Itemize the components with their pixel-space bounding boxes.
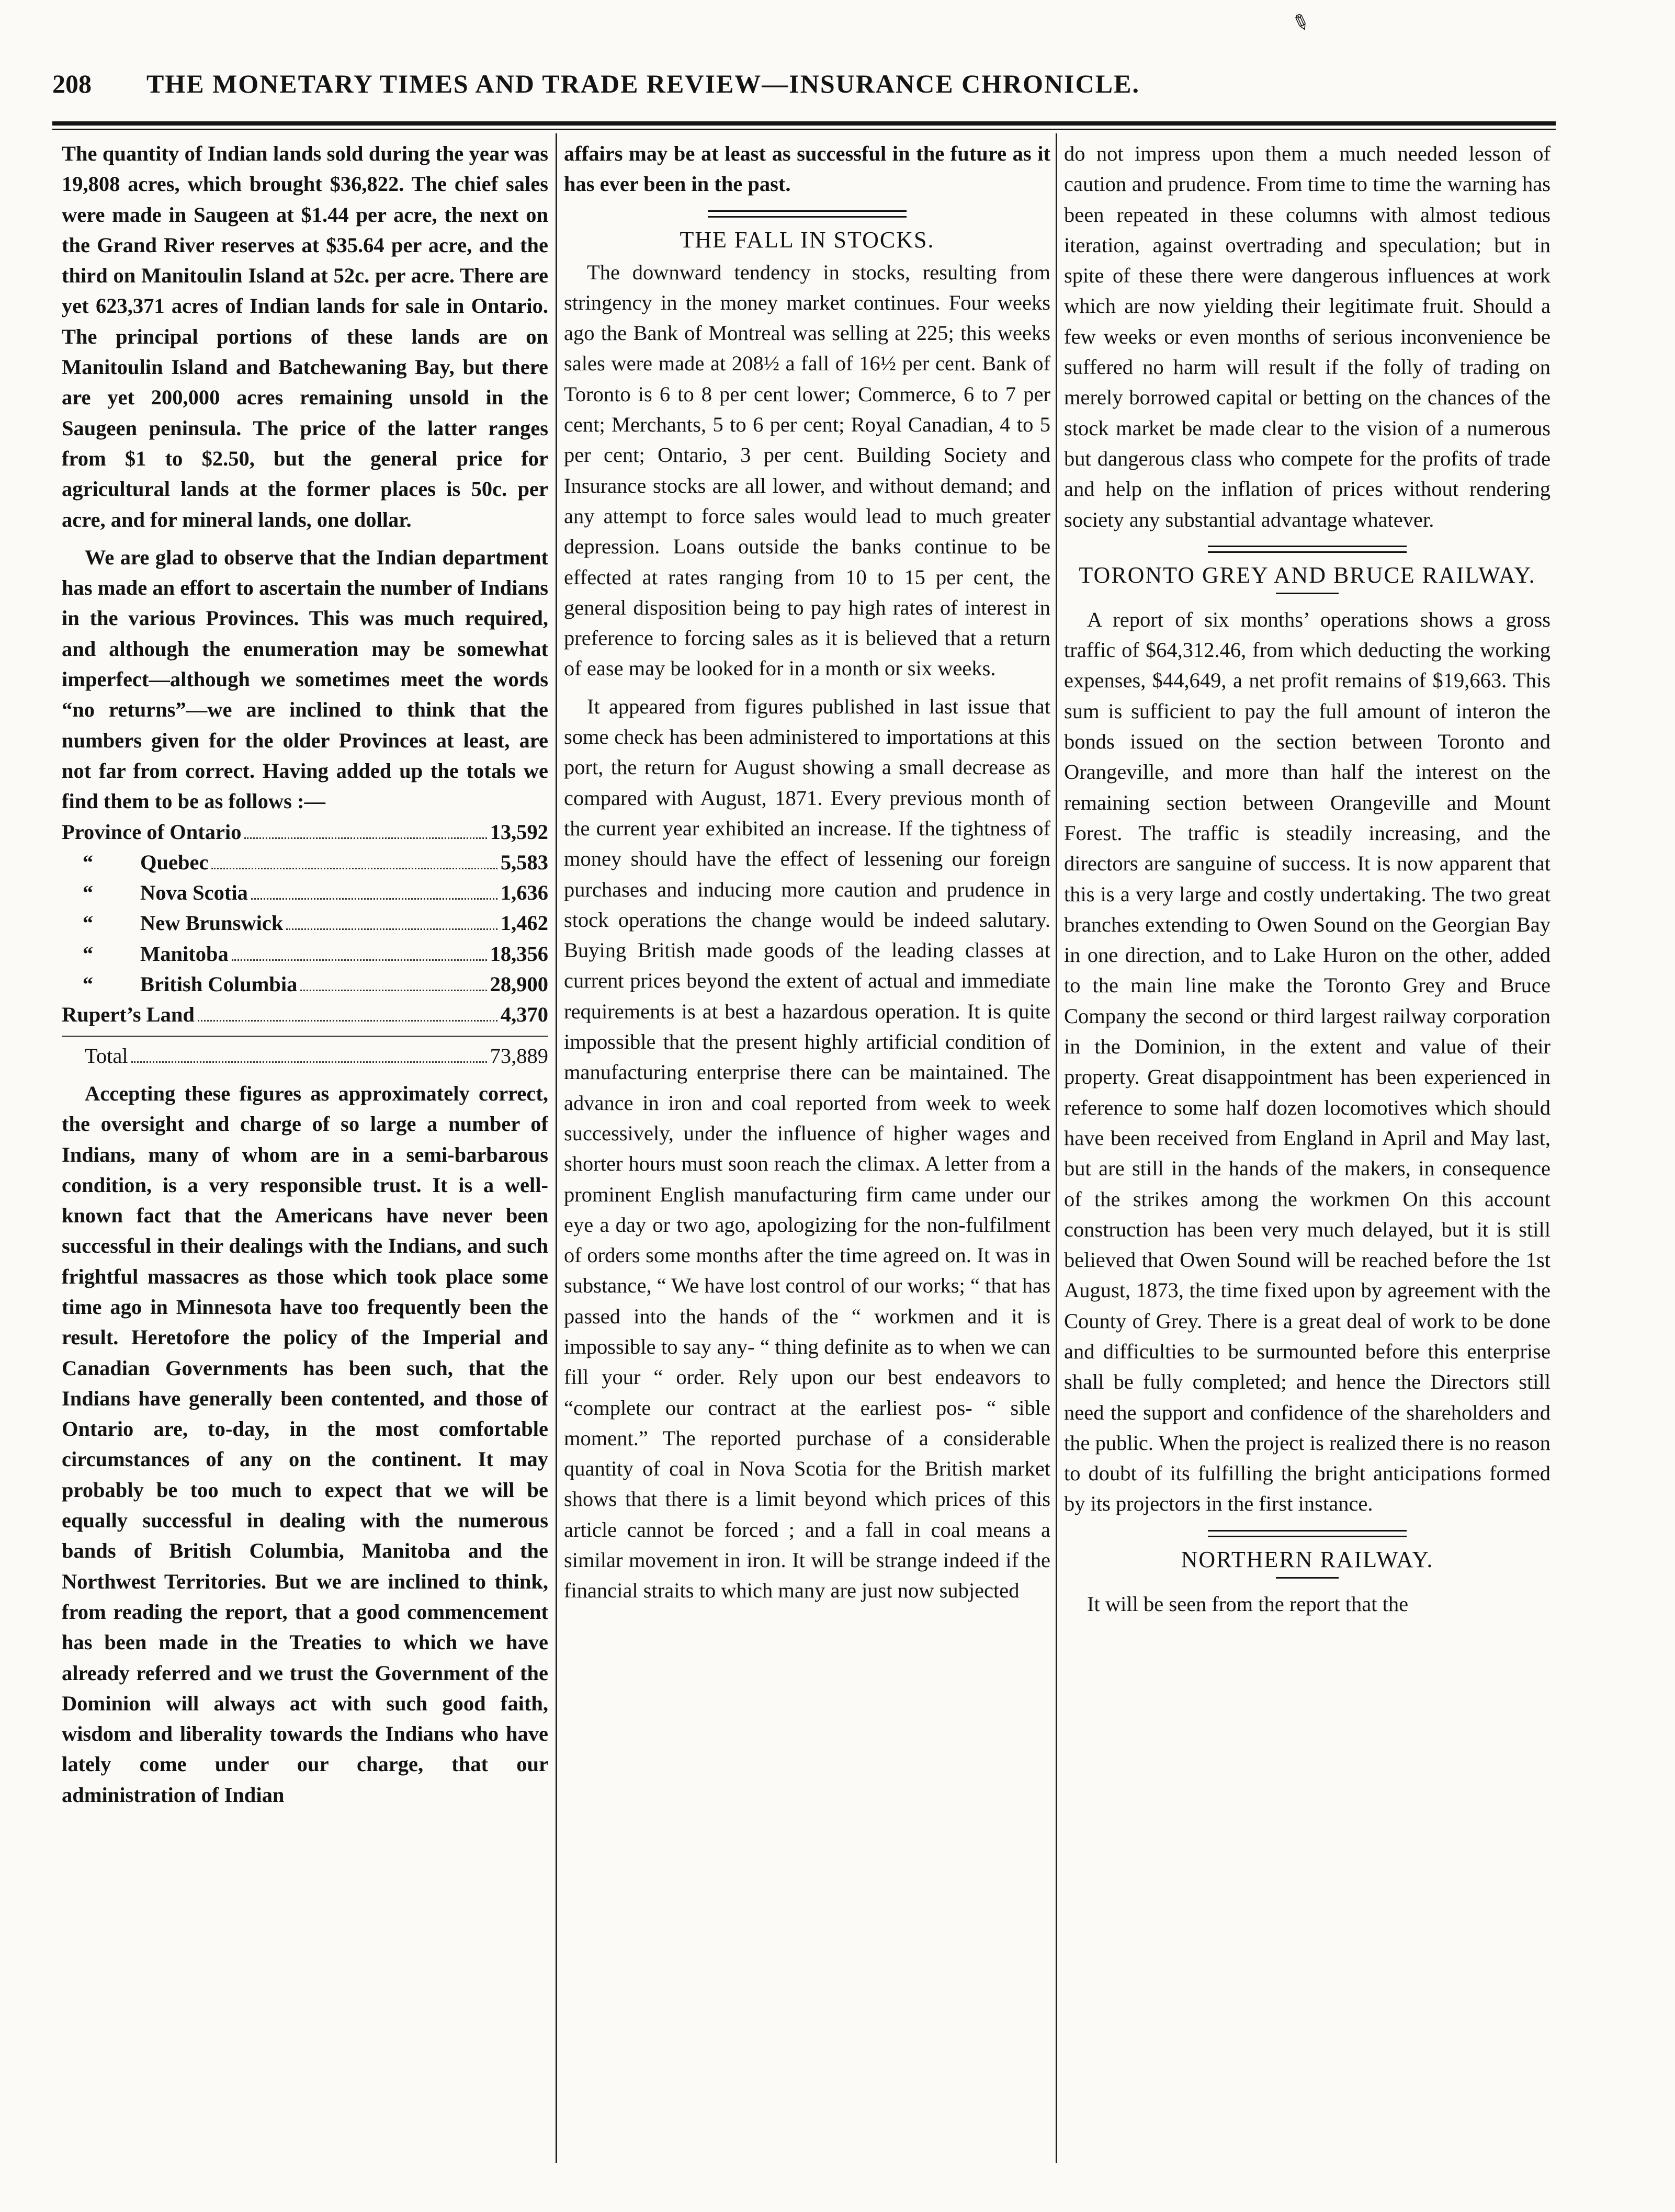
page-header [52,63,1496,105]
table-row: “ Manitoba 18,356 [62,939,548,969]
continued-paragraph: affairs may be at least as successful in the future as it has ever been in the past. [564,142,1050,196]
section-heading-toronto-grey-bruce: TORONTO GREY AND BRUCE RAILWAY. [1079,562,1536,588]
northern-railway-paragraph: It will be seen from the report that the [1087,1592,1409,1616]
table-row: “ New Brunswick 1,462 [62,908,548,938]
enumeration-paragraph: We are glad to observe that the Indian department has made an effort to ascertain the number of Indians in the various Provinces. This was much required, and although the enumeration may be somewhat imperfect—although we sometimes meet the words “no returns”—we are inclined to think that the numbers given for the older Provinces at least, are not far from correct. Having added up the totals we find them to be as follows :— [62,545,548,813]
section-heading-fall-in-stocks: THE FALL IN STOCKS. [680,226,935,253]
section-underline [1276,1577,1339,1579]
table-row: “ Quebec 5,583 [62,847,548,878]
table-row: Rupert’s Land 4,370 [62,1003,548,1027]
ditto-mark: “ [82,911,94,935]
total-rule [62,1036,548,1037]
indian-lands-paragraph: The quantity of Indian lands sold during the year was 19,808 acres, which brought $36,822. The chief sales were made in Saugeen at $1.44 per acre, the next on the Grand River reserves at $35.64 per acre, and the third on Manitoulin Island at 52c. per acre. There are yet 623,371 acres of Indian lands for sale in Ontario. The principal portions of these lands are on Manitoulin Island and Batchewaning Bay, but there are yet 200,000 acres remaining unsold in the Saugeen peninsula. The price of the latter ranges from $1 to $2.50, but the general price for agricultural lands at the former places is 50c. per acre, and for mineral lands, one dollar. [62,142,548,531]
importations-paragraph: It appeared from figures published in last issue that some check has been administered to importations at this port, the return for August showing a small decrease as compared with August, 1871. Every previous month of the current year exhibited an increase. If the tightness of money should have the effect of lessening our foreign purchases and inducing more caution and prudence in stock operations the change would be indeed salutary. Buying British made goods of the leading classes at current prices beyond the extent of actual and immediate requirements is at best a hazardous operation. It is quite impossible that the present highly artificial condition of manufacturing enterprise there can be maintained. The advance in iron and coal reported from week to week successively, under the influence of higher wages and shorter hours must soon reach the climax. A letter from a prominent English manufacturing firm came under our eye a day or two ago, apologizing for the non-fulfilment of orders some months after the time agreed on. It was in substance, “ We have lost control of our works; “ that has passed into the hands of the “ workmen and it is impossible to say any- “ thing definite as to when we can fill your “ order. Rely upon our best endeavors to “complete our contract at the earliest pos- “ sible moment.” The reported purchase of a considerable quantity of coal in Nova Scotia for the British market shows that there is a limit beyond which prices of this article cannot be forced ; and a fall in coal means a similar movement in iron. It will be strange indeed if the financial straits to which many are just now subjected [564,694,1050,1603]
section-rule [1208,546,1407,553]
section-rule [708,210,907,218]
section-underline [1276,593,1339,594]
table-row: Province of Ontario 13,592 [62,820,548,844]
ditto-mark: “ [82,881,94,905]
header-rule-thick [52,121,1556,126]
running-title: THE MONETARY TIMES AND TRADE REVIEW—INSURANCE CHRONICLE. [146,69,1140,98]
page-number: 208 [52,69,92,98]
table-row: “ Nova Scotia 1,636 [62,878,548,908]
section-rule [1208,1530,1407,1537]
header-rule-thin [52,129,1556,130]
ink-mark: ✎ [1288,8,1314,37]
indian-trust-paragraph: Accepting these figures as approximately correct, the oversight and charge of so large a number of Indians, many of whom are in a semi-barbarous condition, is a very responsible trust. It is a well-known fact that the Americans have never been successful in their dealings with the Indians, and such frightful massacres as those which took place some time ago in Minnesota have too frequently been the result. Heretofore the policy of the Imperial and Canadian Governments has been such, that the Indians have generally been contented, and those of Ontario are, to-day, in the most comfortable circumstances of any on the continent. It may probably be too much to expect that we will be equally successful in dealing with the numerous bands of British Columbia, Manitoba and the Northwest Territories. But we are inclined to think, from reading the report, that a good commencement has been made in the Treaties to which we have already referred and we trust the Government of the Dominion will always act with such good faith, wisdom and liberality towards the Indians who have lately come under our charge, that our administration of Indian [62,1081,548,1807]
section-heading-northern-railway: NORTHERN RAILWAY. [1181,1546,1434,1572]
ditto-mark: “ [82,850,94,874]
column-2 [564,139,1050,2163]
ditto-mark: “ [82,941,94,966]
railway-report-paragraph: A report of six months’ operations shows a gross traffic of $64,312.46, from which deducting the working expenses, $44,649, a net profit remains of $19,663. This sum is sufficient to pay the full amount of interon the bonds issued on the section between Toronto and Orangeville, and more than half the interest on the remaining section between Orangeville and Mount Forest. The traffic is steadily increasing, and the directors are sanguine of success. It is now apparent that this is a very large and costly undertaking. The two great branches extending to Owen Sound on the Georgian Bay in one direction, and to Lake Huron on the other, added to the main line make the Toronto Grey and Bruce Company the second or third largest railway corporation in the Dominion, in the extent and value of their property. Great disappointment has been experienced in reference to some half dozen locomotives which should have been received from England in April and May last, but are still in the hands of the makers, in consequence of the strikes among the workmen On this account construction has been very much delayed, but it is still believed that Owen Sound will be reached before the 1st August, 1873, the time fixed upon by agreement with the County of Grey. There is a great deal of work to be done and difficulties to be surmounted before this enterprise shall be fully completed; and hence the Directors still need the support and confidence of the shareholders and the public. When the project is realized there is no reason to doubt of its fulfilling the bright anticipations formed by its projectors in the first instance. [1064,607,1550,1516]
continued-paragraph: do not impress upon them a much needed lesson of caution and prudence. From time to time the warning has been repeated in these columns with almost tedious iteration, against overtrading and speculation; but in spite of these there were dangerous influences at work which are now yielding their legitimate fruit. Should a few weeks or even months of serious inconvenience be suffered no harm will result if the folly of trading on merely borrowed capital or betting on the chances of the stock market be made clear to the vision of a numerous but dangerous class who compete for the profits of trade and help on the inflation of prices without rendering society any substantial advantage whatever. [1064,142,1550,531]
population-table [62,817,548,1071]
column-3 [1064,139,1550,2163]
table-row: “ British Columbia 28,900 [62,969,548,1000]
column-1 [62,139,548,2163]
stocks-paragraph: The downward tendency in stocks, resulting from stringency in the money market continues. Four weeks ago the Bank of Montreal was selling at 225; this weeks sales were made at 208½ a fall of 16½ per cent. Bank of Toronto is 6 to 8 per cent lower; Commerce, 6 to 7 per cent; Merchants, 5 to 6 per cent; Royal Canadian, 4 to 5 per cent; Ontario, 3 per cent. Building Society and Insurance stocks are all lower, and without demand; and any attempt to force sales would lead to much greater depression. Loans outside the banks continue to be effected at rates ranging from 10 to 15 per cent, the general disposition being to pay high rates of interest in preference to forcing sales as it is believed that a return of ease may be looked for in a month or six weeks. [564,260,1050,680]
ditto-mark: “ [82,972,94,996]
table-total-row: Total 73,889 [85,1043,548,1068]
article-columns [62,139,1556,2163]
